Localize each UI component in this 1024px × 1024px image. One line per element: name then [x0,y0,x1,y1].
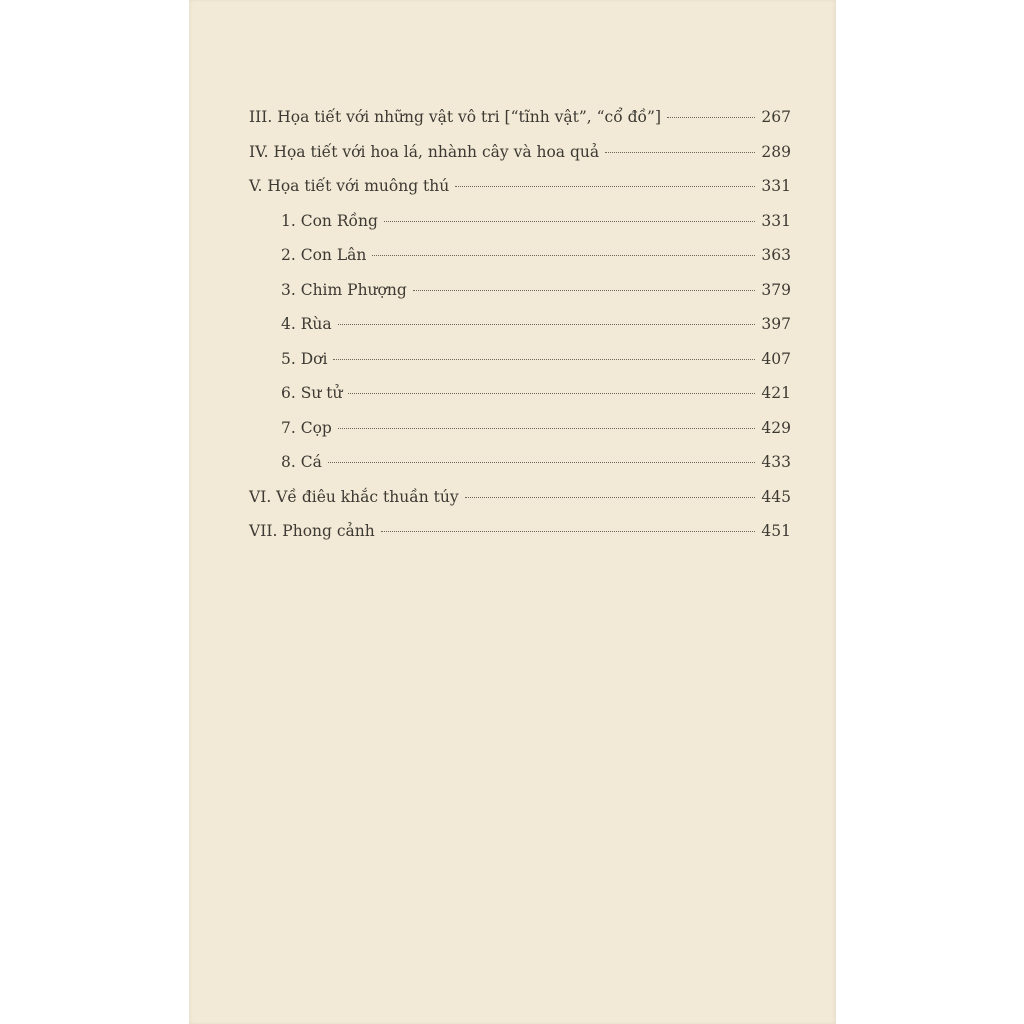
toc-subentry [249,411,791,446]
dot-leader [348,393,755,394]
toc-entry-title: III. Họa tiết với những vật vô tri [“tĩnh vật”, “cổ đồ”] [249,108,662,126]
dot-leader [338,324,755,325]
toc-page-number: 289 [761,142,791,161]
toc-subentry [249,204,791,239]
toc-entry-title: V. Họa tiết với muông thú [249,177,450,195]
dot-leader [381,531,755,532]
toc-page-number: 433 [761,453,791,471]
toc-entry-title: IV. Họa tiết với hoa lá, nhành cây và hoa quả [249,142,600,161]
toc-subentry [249,273,791,308]
toc-page-number: 331 [761,177,791,195]
toc-entry [249,480,791,515]
toc-subentry [249,342,791,377]
toc-entry-title: VI. Về điêu khắc thuần túy [249,487,459,506]
toc-entry [249,100,791,135]
toc-entry-title: 6. Sư tử [281,384,343,402]
dot-leader [338,428,755,429]
toc-page-number: 331 [761,211,791,230]
toc-entry-title: 8. Cá [281,453,322,471]
toc-entry-title: 4. Rùa [281,315,332,333]
toc-page-number: 267 [761,108,791,126]
dot-leader [667,117,755,118]
dot-leader [328,462,755,463]
book-page [189,0,836,1024]
dot-leader [455,186,755,187]
toc-entry-title: 7. Cọp [281,418,332,437]
toc-entry [249,169,791,204]
toc-entry [249,514,791,549]
dot-leader [413,290,755,291]
toc-entry-title: VII. Phong cảnh [249,522,375,540]
toc-page-number: 363 [761,246,791,264]
toc-page-number: 451 [761,522,791,540]
dot-leader [605,152,755,153]
dot-leader [333,359,755,360]
toc-subentry [249,307,791,342]
toc-entry-title: 2. Con Lân [281,246,367,264]
dot-leader [384,221,755,222]
table-of-contents [249,100,791,549]
toc-subentry [249,238,791,273]
toc-page-number: 429 [761,418,791,437]
dot-leader [465,497,755,498]
toc-subentry [249,445,791,480]
toc-page-number: 379 [761,280,791,299]
toc-page-number: 407 [761,349,791,368]
toc-entry-title: 5. Dơi [281,349,328,368]
toc-page-number: 421 [761,384,791,402]
toc-subentry [249,376,791,411]
toc-page-number: 397 [761,315,791,333]
toc-entry-title: 1. Con Rồng [281,211,378,230]
dot-leader [372,255,755,256]
toc-entry-title: 3. Chim Phượng [281,280,407,299]
toc-page-number: 445 [761,487,791,506]
toc-entry [249,135,791,170]
